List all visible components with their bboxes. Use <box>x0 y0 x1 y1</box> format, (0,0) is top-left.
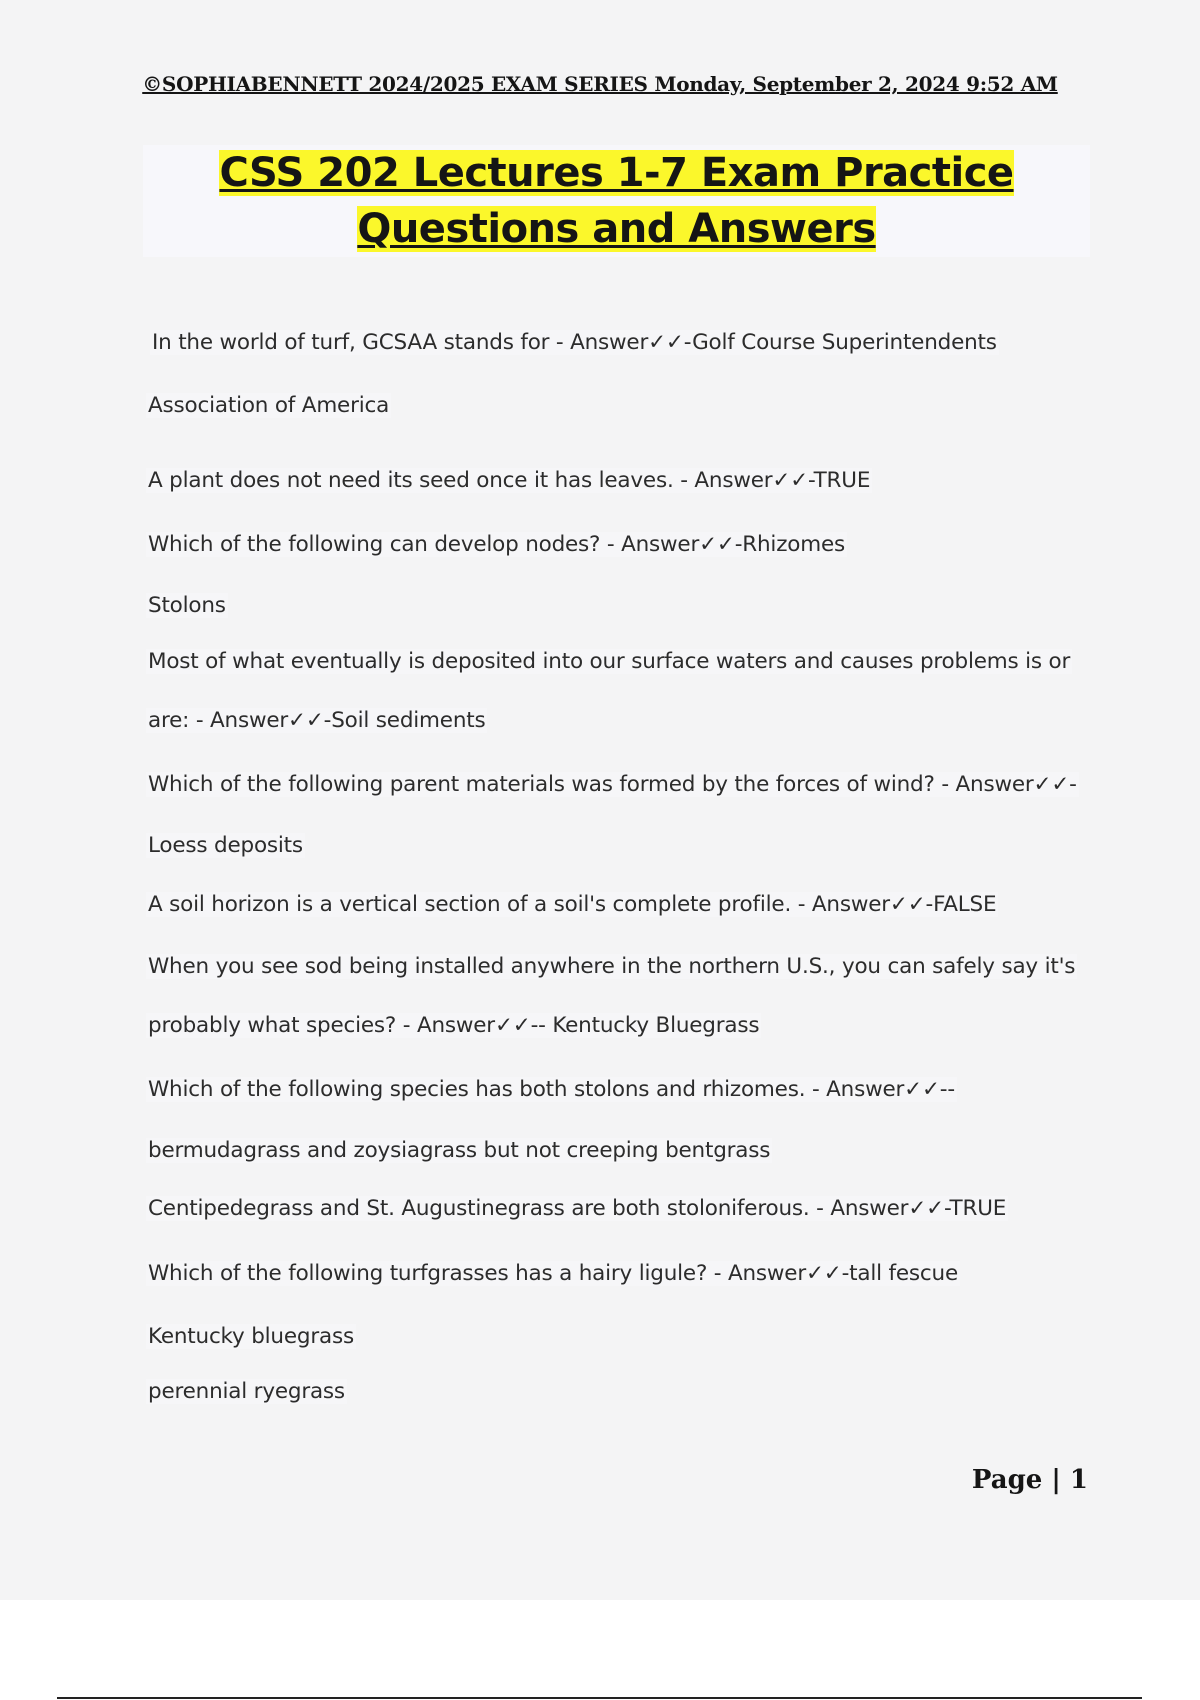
qa-line: perennial ryegrass <box>148 1379 345 1404</box>
qa-line: probably what species? - Answer✓✓-- Kentucky Bluegrass <box>148 1013 760 1038</box>
qa-line: Which of the following parent materials was formed by the forces of wind? - Answer✓✓- <box>148 772 1077 797</box>
qa-line: Most of what eventually is deposited into our surface waters and causes problems is or <box>148 649 1071 674</box>
qa-line: A soil horizon is a vertical section of a soil's complete profile. - Answer✓✓-FALSE <box>148 892 997 917</box>
qa-line: bermudagrass and zoysiagrass but not creeping bentgrass <box>148 1138 771 1163</box>
qa-line: Which of the following can develop nodes? - Answer✓✓-Rhizomes <box>148 532 846 557</box>
title-line-1: CSS 202 Lectures 1-7 Exam Practice <box>219 150 1014 196</box>
qa-line: Which of the following species has both stolons and rhizomes. - Answer✓✓-- <box>148 1077 955 1102</box>
qa-line: In the world of turf, GCSAA stands for - Answer✓✓-Golf Course Superintendents <box>152 330 997 355</box>
title-line-2: Questions and Answers <box>357 206 876 252</box>
qa-line: Loess deposits <box>148 833 303 858</box>
document-title <box>143 145 1090 257</box>
qa-line: A plant does not need its seed once it has leaves. - Answer✓✓-TRUE <box>148 468 871 493</box>
qa-line: Centipedegrass and St. Augustinegrass are both stoloniferous. - Answer✓✓-TRUE <box>148 1196 1007 1221</box>
page-header: ©SOPHIABENNETT 2024/2025 EXAM SERIES Monday, September 2, 2024 9:52 AM <box>142 72 1058 96</box>
qa-line: Association of America <box>148 393 390 418</box>
qa-line: Stolons <box>148 593 226 618</box>
qa-line: are: - Answer✓✓-Soil sediments <box>148 708 486 733</box>
qa-line: When you see sod being installed anywhere in the northern U.S., you can safely say it's <box>148 954 1076 979</box>
qa-line: Which of the following turfgrasses has a hairy ligule? - Answer✓✓-tall fescue <box>148 1261 959 1286</box>
qa-line: Kentucky bluegrass <box>148 1324 354 1349</box>
footer-divider <box>57 1697 1142 1699</box>
page-number: Page | 1 <box>971 1465 1088 1495</box>
